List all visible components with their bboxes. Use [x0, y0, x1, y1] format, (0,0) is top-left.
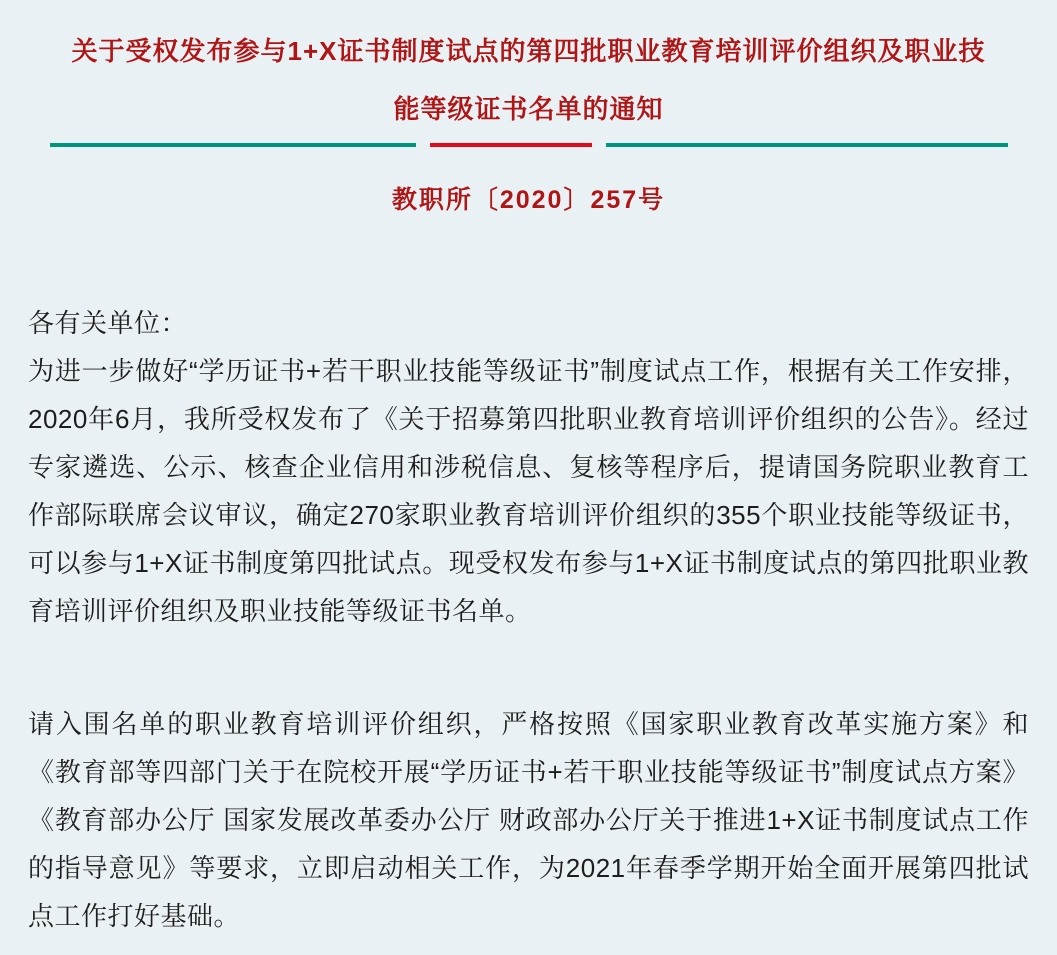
notice-title: 关于受权发布参与1+X证书制度试点的第四批职业教育培训评价组织及职业技能等级证书名单的通知 — [71, 36, 986, 124]
divider-red-center — [430, 143, 592, 147]
paragraph-2: 请入围名单的职业教育培训评价组织，严格按照《国家职业教育改革实施方案》和《教育部等四部门关于在院校开展“学历证书+若干职业技能等级证书”制度试点方案》《教育部办公厅 国家发展改革委办公厅 财政部办公厅关于推进1+X证书制度试点工作的指导意见》等要求，立即启动相关工作，为2021年春季学期开始全面开展第四批试点工作打好基础。 — [28, 709, 1029, 931]
divider-teal-right — [606, 143, 1008, 147]
notice-body — [0, 299, 1057, 940]
divider-teal-left — [50, 143, 416, 147]
paragraph-1: 为进一步做好“学历证书+若干职业技能等级证书”制度试点工作，根据有关工作安排，2020年6月，我所受权发布了《关于招募第四批职业教育培训评价组织的公告》。经过专家遴选、公示、核查企业信用和涉税信息、复核等程序后，提请国务院职业教育工作部际联席会议审议，确定270家职业教育培训评价组织的355个职业技能等级证书，可以参与1+X证书制度第四批试点。现受权发布参与1+X证书制度试点的第四批职业教育培训评价组织及职业技能等级证书名单。 — [28, 356, 1029, 626]
title-divider — [0, 143, 1057, 147]
doc-number: 教职所〔2020〕257号 — [391, 186, 666, 214]
salutation: 各有关单位： — [28, 308, 188, 338]
